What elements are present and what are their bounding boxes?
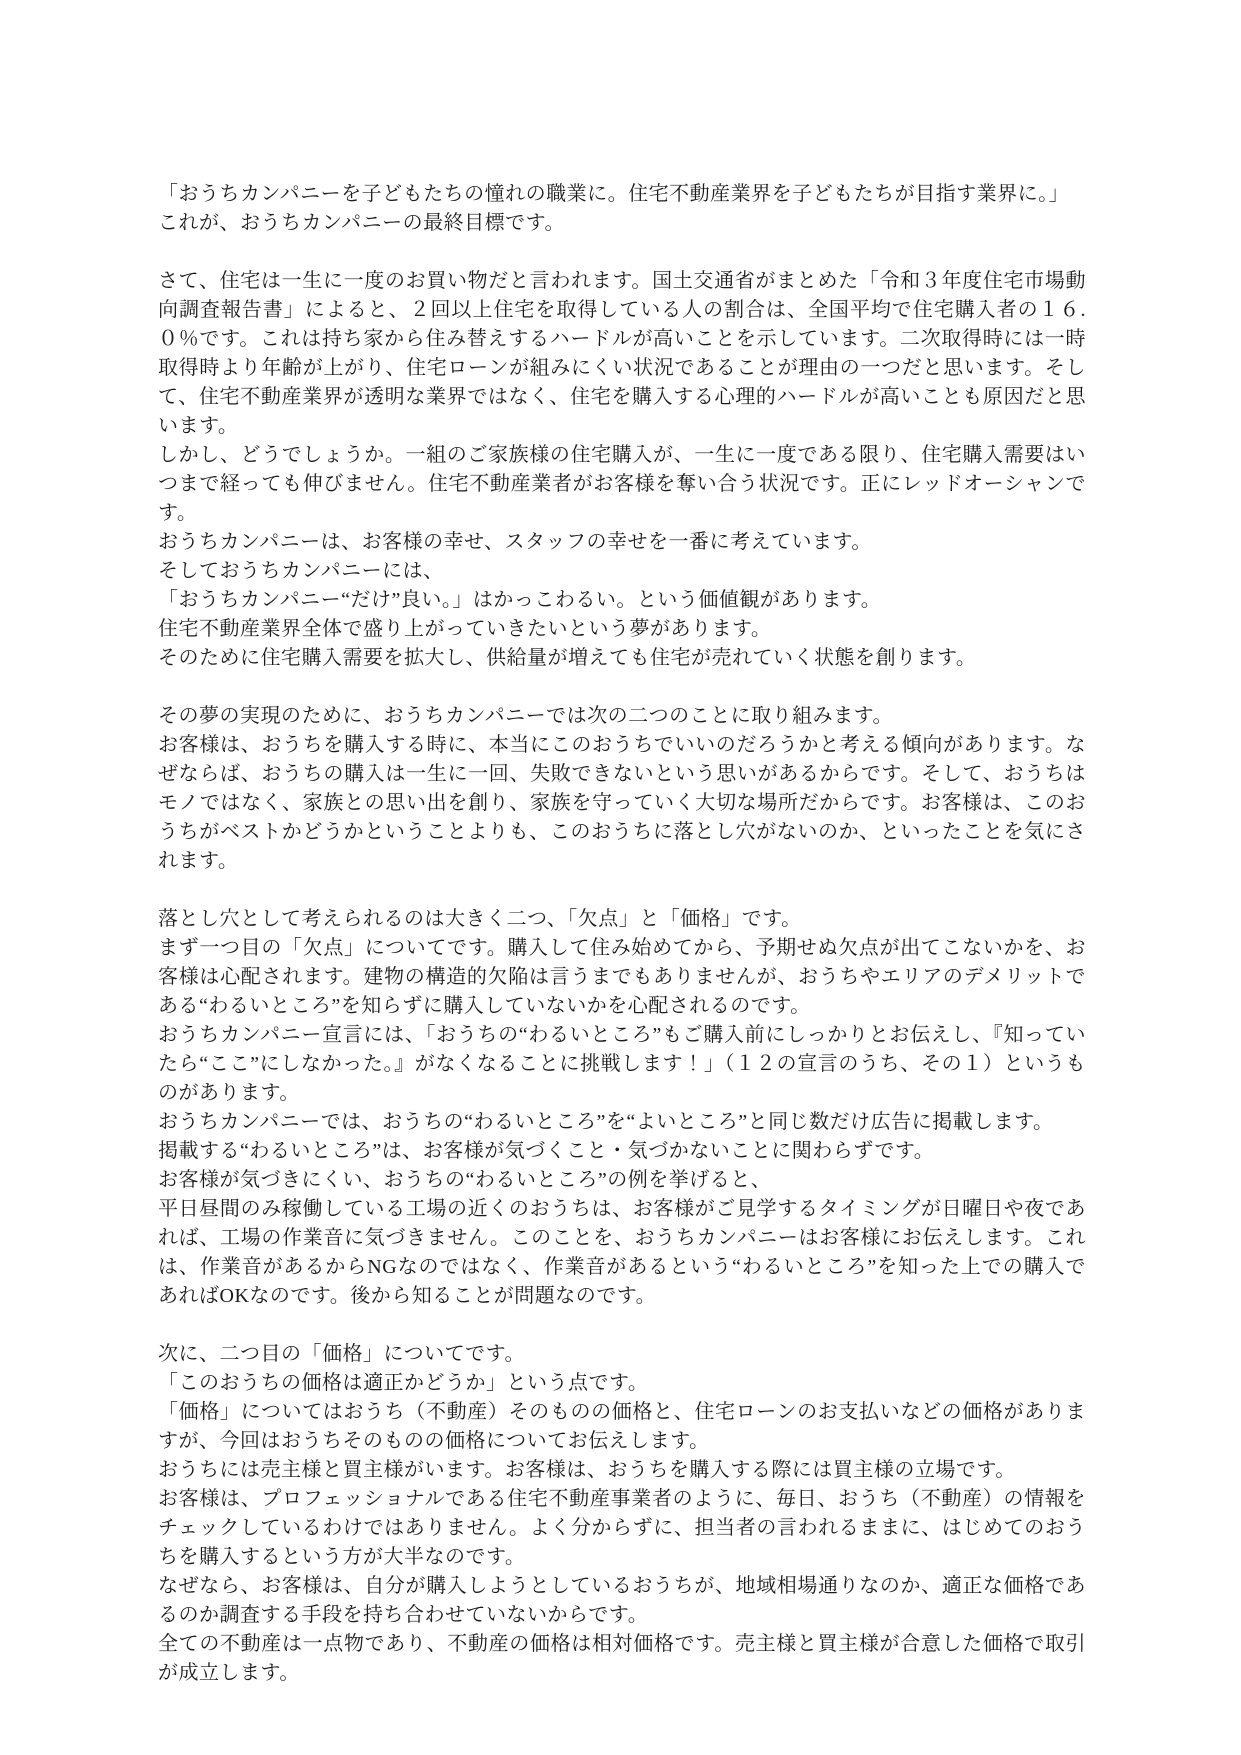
paragraph: 住宅不動産業界全体で盛り上がっていきたいという夢があります。 — [158, 618, 772, 640]
paragraph: 平日昼間のみ稼働している工場の近くのおうちは、お客様がご見学するタイミングが日曜日や夜であれば、工場の作業音に気づきません。このことを、おうちカンパニーはお客様にお伝えします。これは、作業音があるからNGなのではなく、作業音があるという“わるいところ”を知った上での購入であればOKなのです。後から知ることが問題なのです。 — [158, 1198, 1086, 1307]
section-two-initiatives — [158, 702, 1086, 876]
paragraph: なぜなら、お客様は、自分が購入しようとしているおうちが、地域相場通りなのか、適正な価格であるのか調査する手段を持ち合わせていないからです。 — [158, 1575, 1086, 1626]
section-defects — [158, 905, 1086, 1311]
paragraph: 「価格」についてはおうち（不動産）そのものの価格と、住宅ローンのお支払いなどの価格がありますが、今回はおうちそのものの価格についてお伝えします。 — [158, 1401, 1086, 1452]
paragraph: 落とし穴として考えられるのは大きく二つ、「欠点」と「価格」です。 — [158, 908, 802, 930]
paragraph: 「おうちカンパニー“だけ”良い。」はかっこわるい。という価値観があります。 — [158, 589, 882, 611]
paragraph: 「このおうちの価格は適正かどうか」という点です。 — [158, 1372, 649, 1394]
paragraph: これが、おうちカンパニーの最終目標です。 — [158, 212, 565, 234]
paragraph: お客様は、プロフェッショナルである住宅不動産事業者のように、毎日、おうち（不動産）の情報をチェックしているわけではありません。よく分からずに、担当者の言われるままに、はじめてのおうちを購入するという方が大半なのです。 — [158, 1488, 1086, 1568]
paragraph: そしておうちカンパニーには、 — [158, 560, 444, 582]
paragraph: おうちカンパニー宣言には、「おうちの“わるいところ”もご購入前にしっかりとお伝えし、『知っていたら“ここ”にしなかった。』がなくなることに挑戦します！」（１２の宣言のうち、その１）というものがあります。 — [158, 1024, 1086, 1104]
paragraph: まず一つ目の「欠点」についてです。購入して住み始めてから、予期せぬ欠点が出てこないかを、お客様は心配されます。建物の構造的欠陥は言うまでもありませんが、おうちやエリアのデメリットである“わるいところ”を知らずに購入していないかを心配されるのです。 — [158, 937, 1086, 1017]
paragraph: 「おうちカンパニーを子どもたちの憧れの職業に。住宅不動産業界を子どもたちが目指す業界に。」 — [158, 183, 1070, 205]
paragraph: 次に、二つ目の「価格」についてです。 — [158, 1343, 525, 1365]
paragraph: お客様が気づきにくい、おうちの“わるいところ”の例を挙げると、 — [158, 1169, 772, 1191]
paragraph: 掲載する“わるいところ”は、お客様が気づくこと・気づかないことに関わらずです。 — [158, 1140, 935, 1162]
paragraph: しかし、どうでしょうか。一組のご家族様の住宅購入が、一生に一度である限り、住宅購入需要はいつまで経っても伸びません。住宅不動産業者がお客様を奪い合う状況です。正にレッドオーシャンです。 — [158, 444, 1086, 524]
paragraph: おうちカンパニーでは、おうちの“わるいところ”を“よいところ”と同じ数だけ広告に掲載します。 — [158, 1111, 1054, 1133]
paragraph: 全ての不動産は一点物であり、不動産の価格は相対価格です。売主様と買主様が合意した価格で取引が成立します。 — [158, 1633, 1086, 1684]
paragraph: おうちには売主様と買主様がいます。お客様は、おうちを購入する際には買主様の立場です。 — [158, 1459, 1016, 1481]
paragraph: その夢の実現のために、おうちカンパニーでは次の二つのことに取り組みます。 — [158, 705, 893, 727]
paragraph: お客様は、おうちを購入する時に、本当にこのおうちでいいのだろうかと考える傾向があります。なぜならば、おうちの購入は一生に一回、失敗できないという思いがあるからです。そして、おうちはモノではなく、家族との思い出を創り、家族を守っていく大切な場所だからです。お客様は、このおうちがベストかどうかということよりも、このおうちに落とし穴がないのか、といったことを気にされます。 — [158, 734, 1086, 872]
paragraph: さて、住宅は一生に一度のお買い物だと言われます。国土交通省がまとめた「令和３年度住宅市場動向調査報告書」によると、２回以上住宅を取得している人の割合は、全国平均で住宅購入者の１６.０％です。これは持ち家から住み替えするハードルが高いことを示しています。二次取得時には一時取得時より年齢が上がり、住宅ローンが組みにくい状況であることが理由の一つだと思います。そして、住宅不動産業界が透明な業界ではなく、住宅を購入する心理的ハードルが高いことも原因だと思います。 — [158, 270, 1086, 437]
paragraph: そのために住宅購入需要を拡大し、供給量が増えても住宅が売れていく状態を創ります。 — [158, 647, 977, 669]
paragraph: おうちカンパニーは、お客様の幸せ、スタッフの幸せを一番に考えています。 — [158, 531, 872, 553]
section-mission — [158, 180, 1086, 238]
section-price — [158, 1340, 1086, 1688]
section-market-background — [158, 267, 1086, 673]
document-text — [158, 180, 1086, 1688]
